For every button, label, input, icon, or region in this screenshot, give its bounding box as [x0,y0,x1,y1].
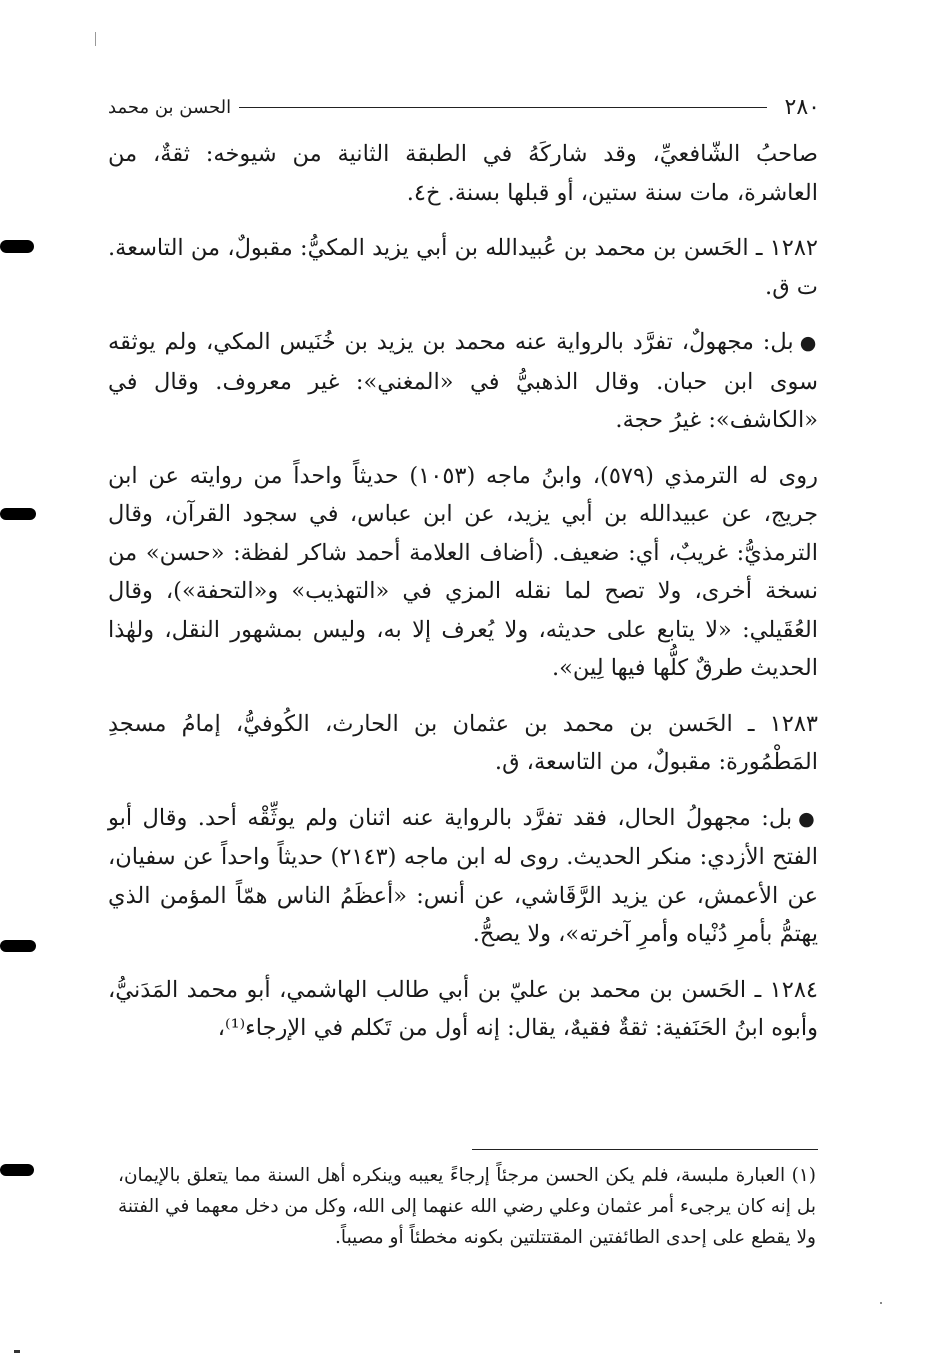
footnote-1: (١) العبارة ملبسة، فلم يكن الحسن مرجئاً إرجاءً يعيبه وينكره أهل السنة مما يتعلق بالإيمان، بل إنه كان يرجىء أمر عثمان وعلي رضي الله عنهما إلى الله، وكل من دخل معهما في الفتنة ولا يقطع على إحدى الطائفتين المقتتلتين بكونه مخطئاً أو مصيباً. [118,1165,816,1248]
entry-1282: ١٢٨٢ ـ الحَسن بن محمد بن عُبيدالله بن أبي يزيد المكيُّ: مقبولٌ، من التاسعة. ت ق. [108,235,818,300]
main-text [108,135,818,1065]
binding-hole-mark [0,240,34,253]
comment-1283: ● بل: مجهولُ الحال، فقد تفرَّد بالرواية عنه اثنان ولم يوثِّقْه أحد. وقال أبو الفتح الأزدي: منكر الحديث. روى له ابن ماجه (٢١٤٣) حديثاً واحداً عن سفيان، عن الأعمش، عن يزيد الرَّقَاشي، عن أنس: «أعظَمُ الناس همّاً المؤمن الذي يهتمُّ بأمرِ دُنْياه وأمرِ آخرته»، ولا يصحُّ. [108,799,818,954]
entry-1284: ١٢٨٤ ـ الحَسن بن محمد بن عليّ بن أبي طالب الهاشمي، أبو محمد المَدَنيُّ، وأبوه ابنُ الحَنَفية: ثقةٌ فقيهٌ، يقال: إنه أول من تَكلم في الإرجاء⁽¹⁾، [108,976,818,1041]
header-rule [239,107,766,108]
binding-hole-mark [0,508,36,520]
running-title: الحسن بن محمد [108,96,232,118]
scan-speck [14,1350,20,1353]
footnotes [118,1160,816,1253]
entry-1283: ١٢٨٣ ـ الحَسن بن محمد بن عثمان بن الحارث، الكُوفيُّ، إمامُ مسجدِ المَطْمُورة: مقبولٌ، من التاسعة، ق. [108,710,818,775]
footnote-separator [472,1149,818,1150]
paragraph-continuation: صاحبُ الشّافعيِّ، وقد شاركَهُ في الطبقة الثانية من شيوخه: ثقةٌ، من العاشرة، مات سنة ستين، أو قبلها بسنة. خ٤. [108,141,818,206]
page-header [108,90,820,124]
page-number: ٢٨٠ [784,94,820,120]
comment-1282: ● بل: مجهولٌ، تفرَّد بالرواية عنه محمد بن يزيد بن خُنَيس المكي، ولم يوثقه سوى ابن حبان. وقال الذهبيُّ في «المغني»: غير معروف. وقال في «الكاشف»: غيرُ حجة. [108,323,818,440]
binding-hole-mark [0,940,36,952]
scan-speck [880,1302,882,1304]
scan-tick-mark [95,32,96,46]
binding-hole-mark [0,1164,34,1176]
comment-1282-narration: روى له الترمذي (٥٧٩)، وابنُ ماجه (١٠٥٣) حديثاً واحداً من روايته عن ابن جريج، عن عبيدالله بن أبي يزيد، عن ابن عباس، في سجود القرآن، وقال الترمذيُّ: غريبٌ، أي: ضعيف. (أضاف العلامة أحمد شاكر لفظة: «حسن» من نسخة أخرى، ولا تصح لما نقله المزي في «التهذيب» و«التحفة»)، وقال العُقَيلي: «لا يتابع على حديثه، ولا يُعرف إلا به، وليس بمشهور النقل، ولهٰذا الحديث طرقٌ كلُّها فيها لِين». [108,462,818,681]
